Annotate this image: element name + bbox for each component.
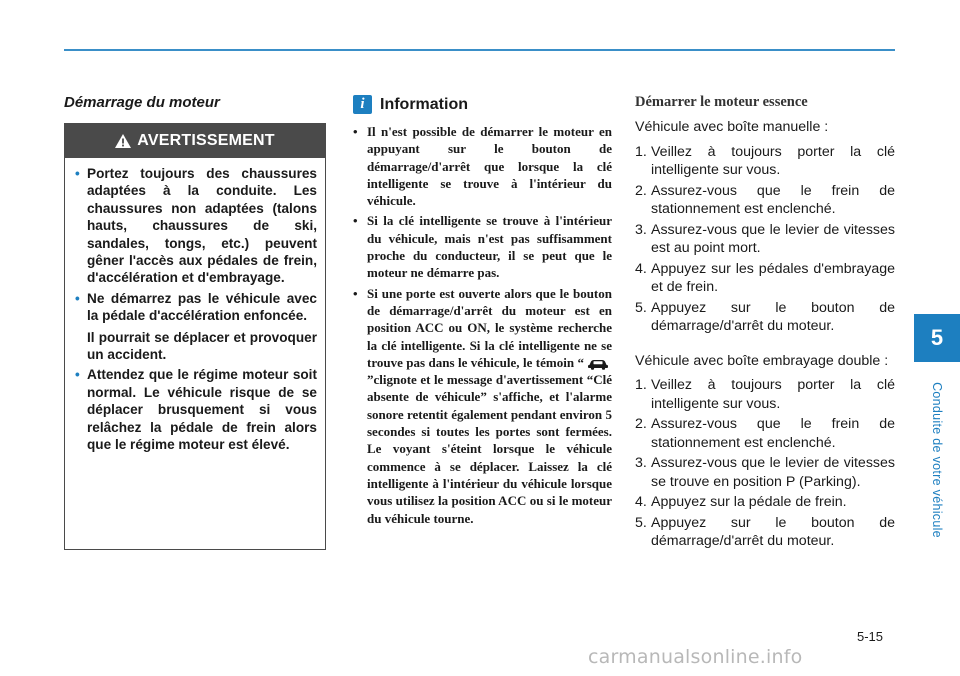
dct-steps — [635, 376, 895, 551]
warning-box — [64, 123, 326, 550]
engine-start-title: Démarrer le moteur essence — [635, 94, 808, 110]
engine-start-section — [635, 94, 895, 553]
step-item: 3. Assurez-vous que le levier de vitesses est au point mort. — [635, 221, 895, 256]
step-item: 4. Appuyez sur les pédales d'embrayage et de frein. — [635, 260, 895, 295]
warning-title: AVERTISSEMENT — [137, 132, 275, 149]
information-text: Si la clé intelligente se trouve à l'intérieur du véhicule, mais n'est pas suffisamment proche du conducteur, il se peut que le moteur ne démarre pas. — [367, 213, 612, 281]
warning-text: Attendez que le régime moteur soit normal. Le véhicule risque de se déplacer brusquement si vous relâchez la pédale de frein alors que le régime moteur est élevé. — [87, 367, 317, 453]
warning-header — [65, 124, 325, 158]
warning-triangle-icon — [115, 134, 131, 148]
bullet-icon: • — [353, 213, 358, 229]
information-item — [353, 212, 612, 281]
step-item: 4. Appuyez sur la pédale de frein. — [635, 494, 847, 510]
warning-item — [75, 366, 317, 453]
bullet-icon: • — [75, 367, 80, 383]
information-list — [353, 123, 612, 530]
watermark: carmanualsonline.info — [588, 646, 803, 668]
information-text: Si une porte est ouverte alors que le bouton de démarrage/d'arrêt du moteur est en position ACC ou ON, le système recherche la clé intelligente. Si la clé intelligente ne se trouve pas dans le véhicule, le témoin “ — [367, 285, 612, 370]
warning-item — [75, 165, 317, 287]
manual-steps — [635, 143, 895, 336]
step-item: 1. Veillez à toujours porter la clé intelligente sur vous. — [635, 377, 895, 412]
step-item: 2. Assurez-vous que le frein de stationnement est enclenché. — [635, 182, 895, 217]
chapter-tab: 5 — [914, 314, 960, 362]
page-number: 5-15 — [857, 629, 884, 644]
step-item: 2. Assurez-vous que le frein de stationnement est enclenché. — [635, 416, 895, 451]
warning-text: Ne démarrez pas le véhicule avec la pédale d'accélération enfoncée. — [87, 290, 317, 324]
information-item — [353, 285, 612, 527]
bullet-icon: • — [353, 285, 358, 301]
step-item: 1. Veillez à toujours porter la clé intelligente sur vous. — [635, 143, 895, 178]
warning-list — [65, 158, 325, 454]
information-text: ”clignote et le message d'avertissement “Clé absente de véhicule” s'affiche, et l'alarme sonore retentit également pendant environ 5 secondes si toutes les portes sont fermées. Le voyant s'éteint lorsque le véhicule commence à se déplacer. Laissez la clé intelligente à l'intérieur du véhicule lorsque vous utilisez la position ACC ou si le moteur du véhicule tourne. — [367, 372, 612, 526]
step-item: 5. Appuyez sur le bouton de démarrage/d'arrêt du moteur. — [635, 514, 895, 549]
bullet-icon: • — [75, 166, 80, 181]
bullet-icon: • — [75, 290, 80, 306]
step-item: 5. Appuyez sur le bouton de démarrage/d'arrêt du moteur. — [635, 299, 895, 334]
dct-heading: Véhicule avec boîte embrayage double : — [635, 352, 889, 369]
information-title: Information — [380, 95, 468, 113]
information-item — [353, 123, 612, 209]
info-icon: i — [353, 95, 372, 114]
information-header — [353, 95, 468, 114]
warning-text: Portez toujours des chaussures adaptées à la conduite. Les chaussures non adaptées (talons hauts, chaussures de ski, sandales, tongs, etc.) peuvent gêner l'accès aux pédales de frein, d'accélération et d'embrayage. — [87, 166, 317, 286]
bullet-icon: • — [353, 124, 358, 139]
warning-text: Il pourrait se déplacer et provoquer un accident. — [87, 329, 317, 363]
chapter-title: Conduite de votre véhicule — [930, 382, 944, 538]
warning-item — [75, 290, 317, 364]
information-text: Il n'est possible de démarrer le moteur en appuyant sur le bouton de démarrage/d'arrêt que lorsque la clé intelligente se trouve à l'intérieur du véhicule. — [367, 124, 612, 209]
header-rule — [64, 49, 895, 51]
manual-heading: Véhicule avec boîte manuelle : — [635, 119, 829, 135]
step-item: 3. Assurez-vous que le levier de vitesses se trouve en position P (Parking). — [635, 455, 895, 490]
section-title: Démarrage du moteur — [64, 94, 220, 111]
car-key-warning-icon — [587, 358, 609, 370]
